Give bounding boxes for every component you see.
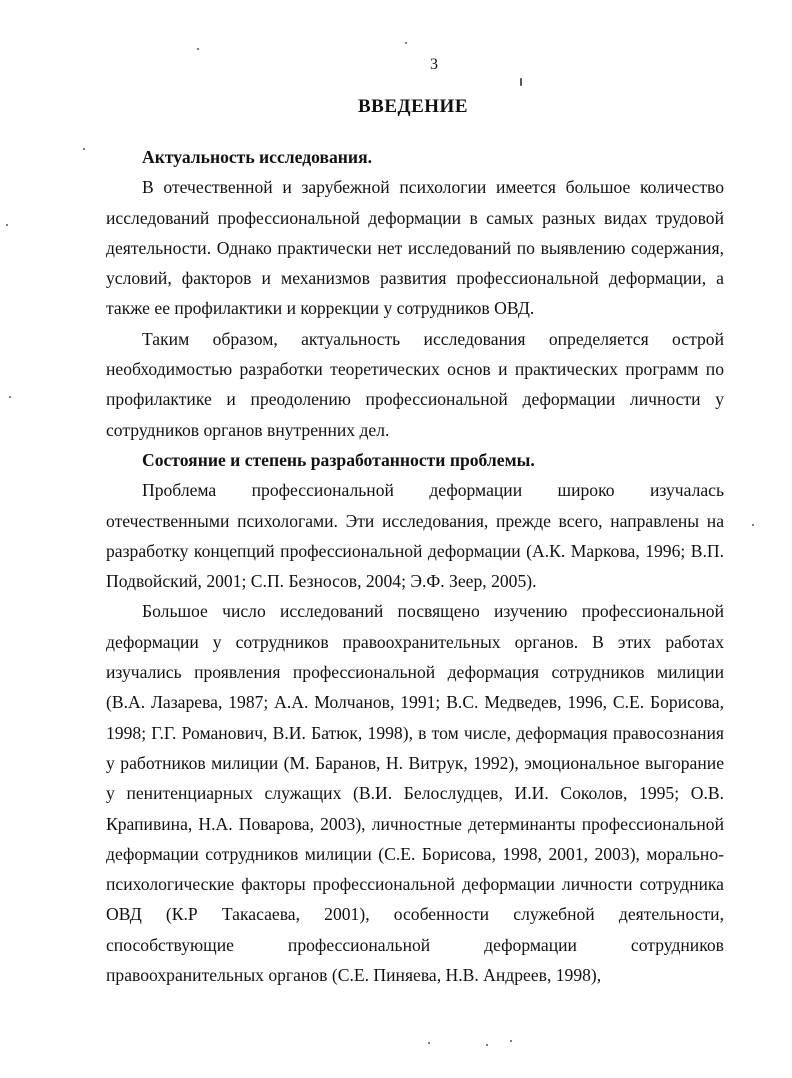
paragraph: Таким образом, актуальность исследования определяется острой необходимостью разработки теоретических основ и практических программ по профилактике и преодолению профессиональной деформации личности у сотрудников органов внутренних дел. (106, 328, 724, 440)
paragraph: В отечественной и зарубежной психологии имеется большое количество исследований профессиональной деформации в самых разных видах трудовой деятельности. Однако практически нет исследований по выявлению содержания, условий, факторов и механизмов развития профессиональной деформации, а также ее профилактики и коррекции у сотрудников ОВД. (106, 177, 724, 319)
scan-speck (520, 78, 522, 86)
scan-speck (486, 1044, 488, 1046)
scan-speck (428, 1042, 430, 1044)
scan-speck (9, 396, 11, 398)
section-heading-state-of-problem: Состояние и степень разработанности проблемы. (142, 449, 535, 470)
scan-speck (197, 48, 199, 50)
scan-speck (83, 148, 85, 150)
paragraph: Большое число исследований посвящено изучению профессиональной деформации у сотрудников правоохранительных органов. В этих работах изучались проявления профессиональной деформация сотрудников милиции (В.А. Лазарева, 1987; А.А. Молчанов, 1991; В.С. Медведев, 1996, С.Е. Борисова, 1998; Г.Г. Романович, В.И. Батюк, 1998), в том числе, деформация правосознания у работников милиции (М. Баранов, Н. Витрук, 1992), эмоциональное выгорание у пенитенциарных служащих (В.И. Белослудцев, И.И. Соколов, 1995; О.В. Крапивина, Н.А. Поварова, 2003), личностные детерминанты профессиональной деформации сотрудников милиции (С.Е. Борисова, 1998, 2001, 2003), морально-психологические факторы профессиональной деформации личности сотрудника ОВД (К.Р Такасаева, 2001), особенности служебной деятельности, способствующие профессиональной деформации сотрудников правоохранительных органов (С.Е. Пиняева, Н.В. Андреев, 1998), (106, 601, 724, 986)
scan-speck (752, 524, 754, 526)
section-heading-relevance: Актуальность исследования. (142, 147, 372, 167)
scan-speck (405, 42, 407, 44)
page-title: ВВЕДЕНИЕ (358, 96, 468, 117)
scan-speck (510, 1040, 512, 1042)
document-body (106, 142, 724, 990)
scan-speck (6, 224, 8, 226)
page-number: 3 (430, 56, 438, 73)
paragraph: Проблема профессиональной деформации широко изучалась отечественными психологами. Эти исследования, прежде всего, направлены на разработку концепций профессиональной деформации (А.К. Маркова, 1996; В.П. Подвойский, 2001; С.П. Безносов, 2004; Э.Ф. Зеер, 2005). (106, 480, 724, 592)
